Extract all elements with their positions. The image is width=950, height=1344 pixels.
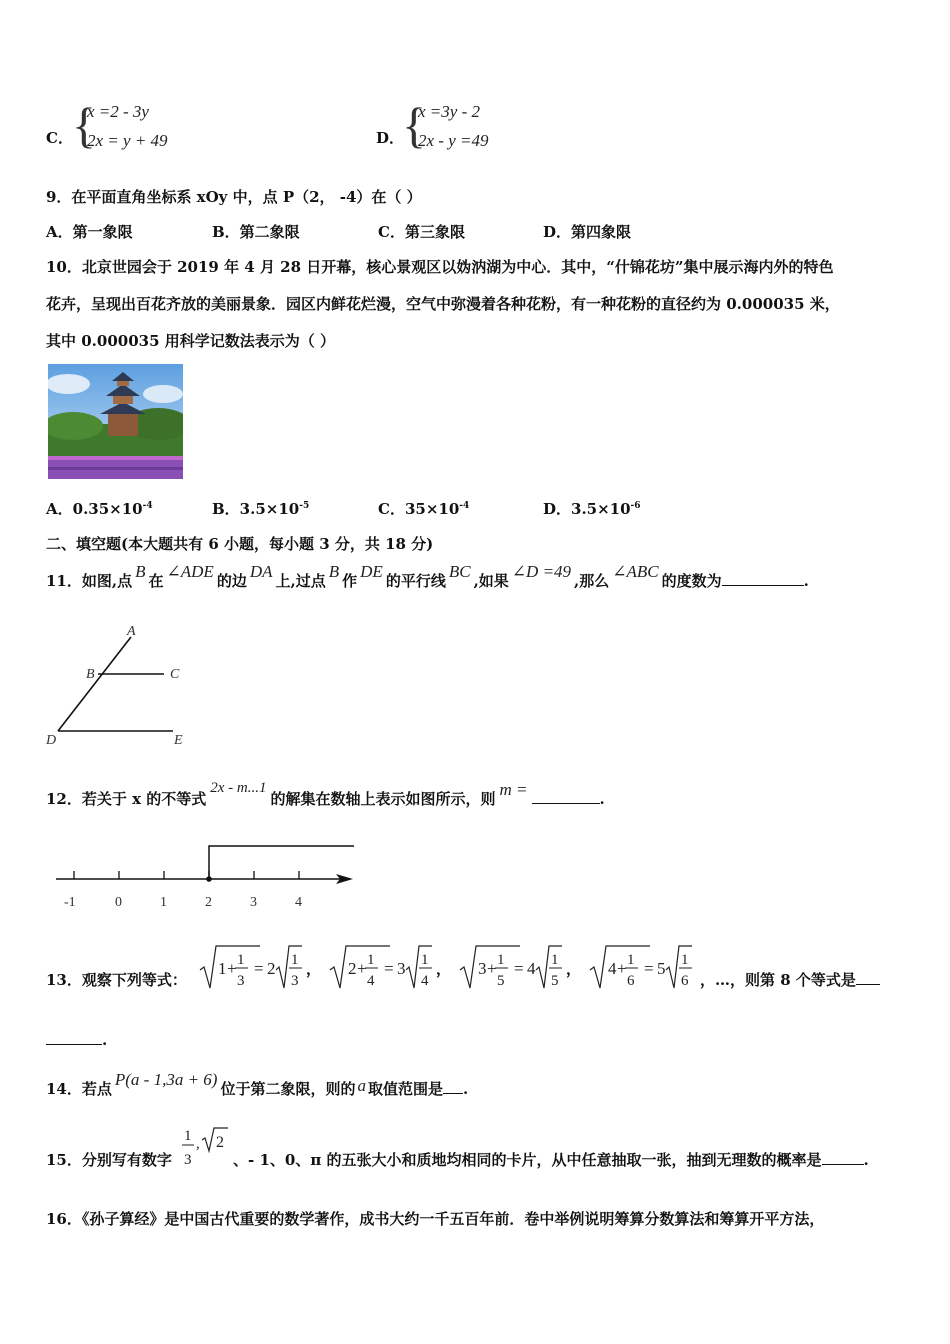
- q13-eq2-num: 1: [367, 952, 375, 968]
- q11-math-b: B: [135, 562, 146, 581]
- q10-option-d-text: D．3.5×10: [543, 500, 631, 518]
- q11-stem: [46, 562, 809, 591]
- q13-eq4-k: 5: [657, 959, 666, 978]
- q11-math-angle-d: ∠D =49: [511, 562, 572, 581]
- q15-text-2: 、- 1、0、π 的五张大小和质地均相同的卡片，从中任意抽取一张，抽到无理数的概率是: [233, 1151, 822, 1169]
- q15-numbers: [180, 1124, 232, 1170]
- q10-line2: 花卉，呈现出百花齐放的美丽景象．园区内鲜花烂漫，空气中弥漫着各种花粉，有一种花粉的直径约为 0.000035 米，: [46, 295, 840, 313]
- q13-eq1-num2: 1: [291, 952, 299, 968]
- q11-math-angle-abc: ∠ABC: [612, 562, 659, 581]
- q10-option-b: [212, 498, 309, 519]
- q13-equation-3: [460, 946, 581, 989]
- q11-text-9: 的度数为: [661, 572, 722, 590]
- q13-eq2-num2: 1: [421, 952, 429, 968]
- q11-text-6: 的平行线: [385, 572, 446, 590]
- tick-label-3: 3: [250, 895, 257, 910]
- q10-line1: 10．北京世园会于 2019 年 4 月 28 日开幕，核心景观区以妫汭湖为中心．其中，“什锦花坊”集中展示海内外的特色: [46, 258, 834, 276]
- q12-end: .: [599, 790, 605, 808]
- q9-option-b: B．第二象限: [212, 223, 300, 241]
- q10-option-d: [543, 498, 641, 519]
- q14-text-3: 取值范围是: [367, 1080, 443, 1098]
- label-b: B: [86, 667, 95, 682]
- q12-text-2: 的解集在数轴上表示如图所示，则: [270, 790, 496, 808]
- q15-intro: 15．分别写有数字: [46, 1151, 172, 1169]
- q11-text-3: 的边: [216, 572, 247, 590]
- q11-text-4: 上,过点: [275, 572, 326, 590]
- q10-option-a-text: A．0.35×10: [46, 500, 143, 518]
- q15-end: .: [863, 1151, 869, 1169]
- q13-intro: 13．观察下列等式：: [46, 971, 187, 989]
- tick-label-0: 0: [115, 895, 122, 910]
- q12-number-line: [50, 838, 370, 918]
- q13-equation-1: [200, 946, 321, 989]
- q13-eq1-den: 3: [237, 973, 245, 989]
- q13-sep-1: ，: [306, 962, 322, 978]
- q13-eq3-num2: 1: [551, 952, 559, 968]
- q10-option-b-text: B．3.5×10: [212, 500, 300, 518]
- q13-eq1-n: 1: [218, 959, 227, 978]
- q13-eq4-den: 6: [627, 973, 635, 989]
- q9-stem: 9．在平面直角坐标系 xOy 中，点 P（2， -4）在（ ）: [46, 188, 422, 206]
- svg-text:+: +: [487, 959, 497, 978]
- q14-end: .: [463, 1080, 469, 1098]
- q11-text-7: ,如果: [473, 572, 509, 590]
- q13-end: .: [102, 1031, 108, 1049]
- tick-label-minus1: -1: [64, 895, 76, 910]
- tick-label-2: 2: [205, 895, 212, 910]
- svg-text:=: =: [644, 959, 654, 978]
- q11-text-1: 11．如图,点: [46, 572, 133, 590]
- q8-option-d-eq2: 2x - y =49: [418, 131, 489, 150]
- q13-answer-blank-2[interactable]: [46, 1030, 102, 1045]
- q13-eq3-n: 3: [478, 959, 487, 978]
- line-da: [58, 637, 131, 731]
- q14-math-a: a: [357, 1076, 366, 1095]
- q15-frac-num: 1: [184, 1128, 192, 1144]
- q13-eq3-num: 1: [497, 952, 505, 968]
- q15-frac-den: 3: [184, 1152, 192, 1168]
- q13-continuation: [46, 1030, 107, 1049]
- q8-option-c-eq2: 2x = y + 49: [87, 131, 168, 150]
- q8-option-d-label: D．: [376, 129, 405, 147]
- q12-stem: [46, 780, 605, 809]
- q11-text-8: ,那么: [574, 572, 610, 590]
- q16-line1: 16．《孙子算经》是中国古代重要的数学著作，成书大约一千五百年前．卷中举例说明筹算分数算法和筹算开平方法，: [46, 1210, 825, 1228]
- q11-end: .: [803, 572, 809, 590]
- q13-eq4-n: 4: [608, 959, 617, 978]
- q8-option-c-label: C．: [46, 129, 73, 147]
- q13-eq2-den: 4: [367, 973, 375, 989]
- q13-eq1-num: 1: [237, 952, 245, 968]
- svg-text:+: +: [357, 959, 367, 978]
- q11-answer-blank[interactable]: [722, 571, 804, 586]
- q13-equation-4: [590, 946, 692, 989]
- solution-ray: [209, 846, 354, 879]
- svg-text:,: ,: [196, 1136, 200, 1152]
- svg-text:+: +: [227, 959, 237, 978]
- q12-math-inequality: 2x - m...1: [210, 780, 267, 796]
- label-d: D: [46, 733, 57, 748]
- q13-answer-blank-1[interactable]: [856, 970, 880, 985]
- q14-stem: [46, 1070, 469, 1099]
- q9-option-c: C．第三象限: [378, 223, 465, 241]
- q13-eq2-n: 2: [348, 959, 357, 978]
- q13-equation-2: [330, 946, 451, 989]
- q14-math-point: P(a - 1,3a + 6): [114, 1070, 218, 1089]
- svg-text:=: =: [514, 959, 524, 978]
- q15-sqrt-sign: [202, 1128, 228, 1151]
- q11-math-b2: B: [328, 562, 340, 581]
- tick-label-1: 1: [160, 895, 167, 910]
- q13-eq3-den2: 5: [551, 973, 559, 989]
- q14-text-2: 位于第二象限，则的: [220, 1080, 356, 1098]
- q10-option-c-exp: -4: [459, 501, 470, 511]
- q11-math-da: DA: [249, 562, 273, 581]
- q13-sep-2: ，: [436, 962, 452, 978]
- svg-text:=: =: [254, 959, 264, 978]
- q15-tail: [233, 1149, 869, 1170]
- q13-eq4-num: 1: [627, 952, 635, 968]
- q9-option-d: D．第四象限: [543, 223, 632, 241]
- q14-answer-blank[interactable]: [443, 1079, 463, 1094]
- q8-option-d-eq1: x =3y - 2: [418, 102, 480, 121]
- q12-text-1: 12．若关于 x 的不等式: [46, 790, 207, 808]
- q10-option-c: [378, 498, 469, 519]
- q11-math-de: DE: [360, 562, 383, 581]
- q13-eq4-den2: 6: [681, 973, 689, 989]
- svg-text:+: +: [617, 959, 627, 978]
- q14-text-1: 14．若点: [46, 1080, 112, 1098]
- q10-option-d-exp: -6: [630, 501, 641, 511]
- tick-label-4: 4: [295, 895, 302, 910]
- q13-eq2-k: 3: [397, 959, 406, 978]
- q13-sep-3: ，: [566, 962, 582, 978]
- q13-text-2: 则第 8 个等式是: [745, 971, 856, 989]
- q13-eq3-den: 5: [497, 973, 505, 989]
- q13-tail: [700, 969, 880, 990]
- q8-option-d-brace: {: [402, 97, 426, 153]
- q15-sqrt-2: 2: [216, 1134, 224, 1151]
- q11-text-5: 作: [342, 572, 358, 590]
- q8-option-c-brace: {: [72, 97, 96, 153]
- q10-option-b-exp: -5: [299, 501, 310, 511]
- q10-line3: 其中 0.000035 用科学记数法表示为（ ）: [46, 332, 335, 350]
- q13-eq3-k: 4: [527, 959, 536, 978]
- q11-geometry-figure: [40, 620, 200, 750]
- label-e: E: [174, 733, 183, 748]
- section-title: 二、填空题(本大题共有 6 小题，每小题 3 分，共 18 分): [46, 535, 434, 553]
- q15-answer-blank[interactable]: [822, 1150, 864, 1165]
- q13-equations: [198, 940, 710, 996]
- q13-eq4-num2: 1: [681, 952, 689, 968]
- q12-math-m: m =: [499, 780, 528, 799]
- q11-math-angle-ade: ∠ADE: [166, 562, 214, 581]
- q13-ellipsis: ，…，: [700, 971, 746, 989]
- q9-option-a: A．第一象限: [46, 223, 133, 241]
- label-a: A: [127, 624, 136, 639]
- q11-text-2: 在: [148, 572, 164, 590]
- q13-eq2-den2: 4: [421, 973, 429, 989]
- q10-option-a: [46, 498, 153, 519]
- q12-answer-blank[interactable]: [532, 789, 600, 804]
- q10-garden-photo: [48, 364, 183, 479]
- q13-eq1-k: 2: [267, 959, 276, 978]
- svg-text:=: =: [384, 959, 394, 978]
- q10-option-c-text: C．35×10: [378, 500, 460, 518]
- label-c: C: [170, 667, 180, 682]
- q13-eq1-den2: 3: [291, 973, 299, 989]
- q10-option-a-exp: -4: [142, 501, 153, 511]
- q8-option-c-eq1: x =2 - 3y: [87, 102, 149, 121]
- q11-math-bc: BC: [448, 562, 471, 581]
